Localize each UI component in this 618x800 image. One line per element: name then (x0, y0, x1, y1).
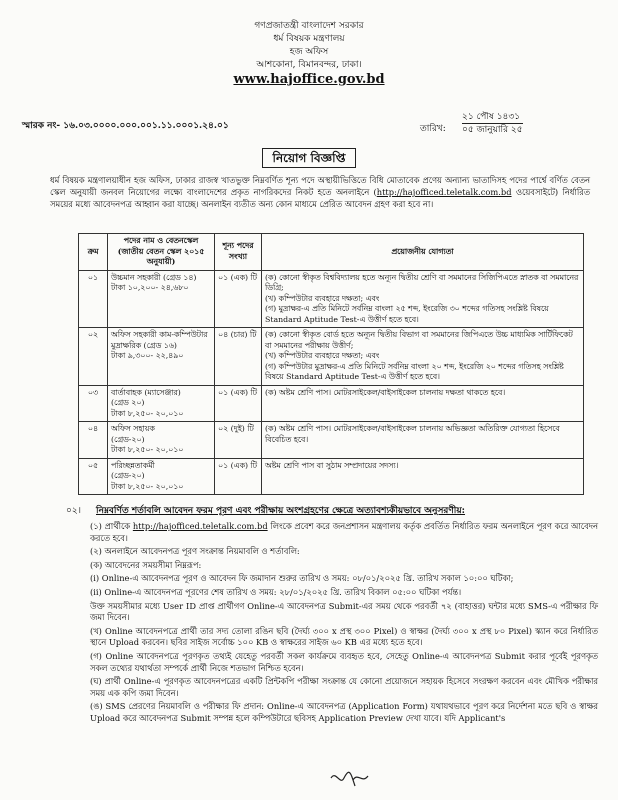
instruction-1-link[interactable]: http://hajofficed.teletalk.com.bd (132, 521, 268, 531)
post-line: উচ্চমান সহকারী (গ্রেড ১৪) (111, 272, 197, 282)
date-values (462, 111, 523, 136)
instruction-5: (ii) Online-এ আবেদনপত্র পূরণের শেষ তারিখ ও সময়: ২৮/০১/২০২৫ খ্রি. তারিখ বিকাল ০৫:০০ ঘটিকা পর্যন্ত। (90, 586, 462, 597)
row-serial: ০১ (79, 270, 108, 328)
row-post (108, 328, 215, 386)
post-line: টাকা ৮,২৫০- ২০,০১০ (111, 445, 184, 454)
application-link[interactable]: http://hajofficed.teletalk.com.bd (376, 187, 512, 197)
requirement-line: অষ্টম শ্রেণি পাস বা সুঠাম সম্প্রদায়ের সদস্য। (265, 460, 399, 470)
row-count: ০১ (এক) টি (215, 270, 262, 328)
section-2-number: ০২। (66, 506, 81, 516)
row-serial: ০৫ (79, 458, 108, 495)
post-line: টাকা ৮,২৫০- ২০,০১০ (111, 481, 184, 491)
instruction-1-text-a: (১) প্রার্থীকে (90, 521, 133, 531)
office-address: আশকোনা, বিমানবন্দর, ঢাকা। (256, 60, 362, 70)
section-2-title: নিম্নবর্ণিত শর্তাবলি আবেদন ফরম পূরণ এবং পরীক্ষায় অংশগ্রহণের ক্ষেত্রে অত্যাবশ্যকীয়ভাবে অনুসরণীয়: (96, 506, 466, 516)
row-post (108, 270, 215, 328)
row-post (108, 458, 215, 495)
requirement-line: (গ) কম্পিউটার মুদ্রাক্ষর-এ প্রতি মিনিটে সর্বনিম্ন বাংলা ২০ শব্দ, ইংরেজি ২০ শব্দের গতিসহ সংশ্লিষ্ট বিষয়ে Standard Aptitude Test-এ উত্তীর্ণ হতে হবে। (265, 361, 564, 381)
col-requirements: প্রয়োজনীয় যোগ্যতা (262, 234, 584, 271)
col-post: পদের নাম ও বেতনস্কেল (জাতীয় বেতন স্কেল ২০১৫ অনুযায়ী) (108, 234, 215, 271)
date-bangla: ২১ পৌষ ১৪৩১ (462, 111, 523, 124)
government-name: গণপ্রজাতন্ত্রী বাংলাদেশ সরকার (254, 21, 364, 31)
post-line: বার্তাবাহক (ম্যাসেঞ্জার) (111, 387, 181, 397)
post-line: পরিচ্ছন্নতাকর্মী (111, 460, 155, 470)
row-requirements (262, 458, 584, 495)
instructions (90, 521, 598, 727)
instruction-7: (খ) Online আবেদনপত্রে প্রার্থী তার সদ্য তোলা রঙিন ছবি (দৈর্ঘ্য ৩০০ x প্রস্থ ৩০০ Pixel) ও স্বাক্ষর (দৈর্ঘ্য ৩০০ x প্রস্থ ৮০ Pixel) স্ক্যান করে নির্ধারিত স্থানে Upload করবেন। ছবির সাইজ সর্বোচ্চ ১০০ KB ও স্বাক্ষরের সাইজ ৬০ KB এর মধ্যে হতে হবে। (90, 625, 598, 648)
table-row (79, 270, 584, 328)
row-requirements (262, 270, 584, 328)
signature-mark (328, 766, 374, 790)
ministry-name: ধর্ম বিষয়ক মন্ত্রণালয় (273, 34, 345, 44)
office-name: হজ অফিস (289, 47, 329, 57)
post-line: অফিস সহকারী কাম-কম্পিউটার মুদ্রাক্ষরিক (গ্রেড ১৬) (111, 330, 208, 350)
table-row (79, 328, 584, 386)
requirement-line: (খ) কম্পিউটার ব্যবহারে দক্ষতা; এবং (265, 351, 380, 360)
website-link[interactable]: www.hajoffice.gov.bd (233, 72, 385, 87)
requirement-line: (ক) কোনো স্বীকৃত বোর্ড হতে অন্যূন দ্বিতীয় বিভাগ বা সমমানের জিপিএতে উচ্চ মাধ্যমিক সার্টিফিকেট বা সমমানের পরীক্ষায় উত্তীর্ণ; (265, 330, 573, 350)
instruction-10: (ঙ) SMS প্রেরণের নিয়মাবলি ও পরীক্ষার ফি প্রদান: Online-এ আবেদনপত্র (Application Form) যথাযথভাবে পূরণ করে নির্দেশনা মতে ছবি ও স্বাক্ষর Upload করে আবেদনপত্র Submit সম্পন্ন হলে কম্পিউটারে ছবিসহ Application Preview দেখা যাবে। যদি Applicant's (90, 701, 598, 723)
table-row (79, 458, 584, 495)
notice-title-wrap (0, 147, 618, 170)
requirement-line: (ক) অষ্টম শ্রেণি পাস। মোটরসাইকেল/বাইসাইকেল চালনায় দক্ষতা থাকতে হবে। (265, 387, 506, 397)
instruction-3: (ক) আবেদনের সময়সীমা নিম্নরূপ: (90, 559, 202, 570)
intro-text-2: ওয়েবসাইটে) নির্ধারিত সময়ের মধ্যে আবেদনপত্র আহ্বান করা যাচ্ছে। অনলাইন ব্যতীত অন্য কোন মাধ্যমে প্রেরিত আবেদন গ্রহণ করা হবে না। (50, 187, 591, 209)
post-line: টাকা ১০,২০০- ২৪,৬৮০ (111, 283, 189, 292)
intro-text-1: ধর্ম বিষয়ক মন্ত্রণালয়াধীন হজ অফিস, ঢাকার রাজস্ব খাতভুক্ত নিম্নবর্ণিত শূন্য পদে অস্থায়ীভিত্তিতে বিধি মোতাবেক প্রণেয় অন্যান্য ভাতাদিসহ পদের পার্শ্বে বর্ণিত বেতন স্কেল অনুযায়ী জনবল নিয়োগের লক্ষ্যে বাংলাদেশের প্রকৃত নাগরিকদের নিকট হতে অনলাইনে ( (50, 175, 590, 197)
row-requirements (262, 422, 584, 459)
row-requirements (262, 328, 584, 386)
requirement-line: (ক) অষ্টম শ্রেণি পাস। মোটরসাইকেল/বাইসাইকেল চালনায় অভিজ্ঞতা অতিরিক্ত যোগ্যতা হিসেবে বিবেচিত হবে। (265, 424, 560, 444)
post-line: অফিস সহায়ক (111, 424, 155, 433)
table-row (79, 385, 584, 422)
instruction-8: (গ) Online আবেদনপত্রে পূরণকৃত তথ্যই যেহেতু পরবর্তী সকল কার্যক্রমে ব্যবহৃত হবে, সেহেতু Online-এ আবেদনপত্র Submit করার পূর্বেই পূরণকৃত সকল তথ্যের যথার্থতা সম্পর্কে প্রার্থী নিজে শতভাগ নিশ্চিত হবেন। (90, 650, 598, 673)
instruction-2: (২) অনলাইনে আবেদনপত্র পূরণ সংক্রান্ত নিয়মাবলি ও শর্তাবলি: (90, 546, 300, 557)
instruction-6: উক্ত সময়সীমার মধ্যে User ID প্রাপ্ত প্রার্থীগণ Online-এ আবেদনপত্র Submit-এর সময় থেকে পরবর্তী ৭২ (বাহাত্তর) ঘন্টার মধ্যে SMS-এ পরীক্ষার ফি জমা দিবেন। (90, 600, 598, 623)
row-serial: ০২ (79, 328, 108, 386)
row-count: ০৪ (চার) টি (215, 328, 262, 386)
instruction-1 (90, 521, 598, 544)
row-serial: ০৩ (79, 385, 108, 422)
post-line: (গ্রেড ২০) (111, 398, 145, 407)
row-requirements (262, 385, 584, 422)
intro-paragraph (50, 174, 590, 210)
col-count: শূন্য পদের সংখ্যা (215, 234, 262, 271)
memo-number: স্মারক নং- ১৬.০৩.০০০০.০০০.০০১.১১.০০০১.২৪.০১ (22, 121, 229, 131)
table-header-row (79, 234, 584, 271)
post-line: (গ্রেড-২০) (111, 434, 145, 444)
letterhead (0, 20, 618, 86)
row-post (108, 385, 215, 422)
requirement-line: (খ) কম্পিউটার ব্যবহারে দক্ষতা; এবং (265, 293, 380, 303)
row-count: ০২ (দুই) টি (215, 422, 262, 459)
requirement-line: (গ) মুদ্রাক্ষর-এ প্রতি মিনিটে সর্বনিম্ন বাংলা ২৫ শব্দ, ইংরেজি ৩০ শব্দের গতিসহ সংশ্লিষ্ট বিষয়ে Standard Aptitude Test-এ উত্তীর্ণ হতে হবে। (265, 304, 549, 324)
row-count: ০১ (এক) টি (215, 458, 262, 495)
date-english: ০৫ জানুয়ারি ২৫ (462, 125, 523, 135)
requirement-line: (ক) কোনো স্বীকৃত বিশ্ববিদ্যালয় হতে অন্যূন দ্বিতীয় শ্রেণি বা সমমানের সিজিপিএতে স্নাতক বা সমমানের ডিগ্রি; (265, 272, 579, 292)
row-post (108, 422, 215, 459)
post-line: (গ্রেড-২০) (111, 471, 145, 480)
instruction-4: (i) Online-এ আবেদনপত্র পূরণ ও আবেদন ফি জমাদান শুরুর তারিখ ও সময়: ০৮/০১/২০২৫ খ্রি. তারিখ সকাল ১০:০০ ঘটিকা; (90, 573, 514, 584)
section-2-heading (66, 503, 465, 518)
notice-title: নিয়োগ বিজ্ঞপ্তি (262, 148, 357, 168)
col-serial: ক্রম (79, 234, 108, 271)
vacancy-table (78, 233, 584, 495)
date-label: তারিখ: (420, 124, 446, 134)
table-row (79, 422, 584, 459)
row-count: ০১ (এক) টি (215, 385, 262, 422)
post-line: টাকা ৯,৩০০- ২২,৪৯০ (111, 351, 184, 360)
post-line: টাকা ৮,২৫০- ২০,০১০ (111, 408, 184, 418)
instruction-1-text-b: লিংকে প্রবেশ করে জনপ্রশাসন মন্ত্রণালয় কর্তৃক প্রবর্তিত নির্ধারিত ফরম অনলাইনে পূরণ করে আবেদন করতে হবে। (90, 521, 598, 543)
instruction-9: (ঘ) প্রার্থী Online-এ পূরণকৃত আবেদনপত্রের একটি প্রিন্টকপি পরীক্ষা সংক্রান্ত যে কোনো প্রয়োজনে সহায়ক হিসেবে সংরক্ষণ করবেন এবং মৌখিক পরীক্ষার সময় এক কপি জমা দিবেন। (90, 676, 598, 698)
row-serial: ০৪ (79, 422, 108, 459)
